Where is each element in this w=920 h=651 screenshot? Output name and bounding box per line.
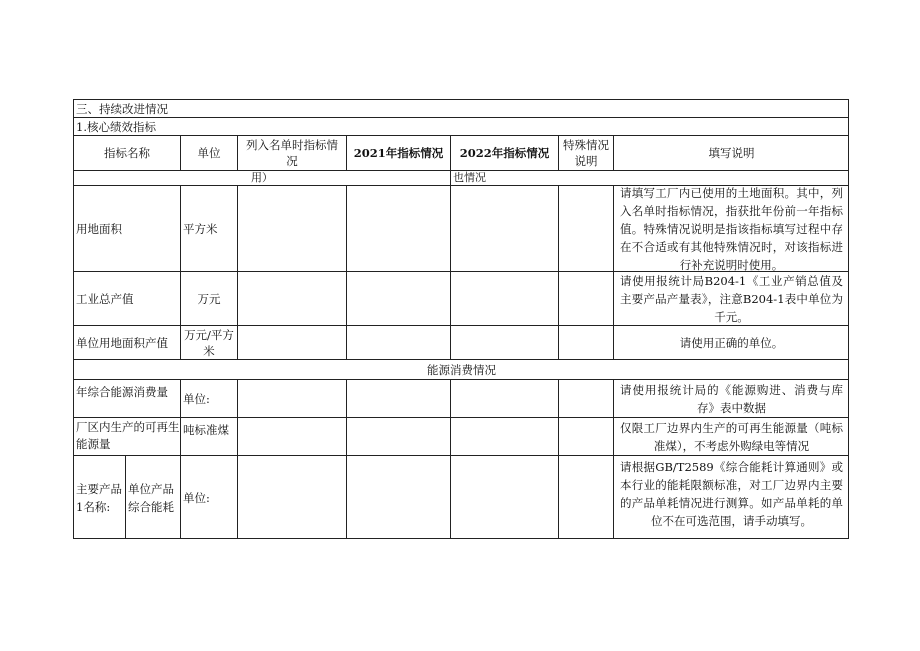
header-special-note: 特殊情况说明 — [558, 135, 613, 170]
header-year-2021-text: 2021年指标情况 — [353, 146, 444, 160]
row-output-desc-text: 请使用报统计局B204-1《工业产销总值及主要产品产量表》，注意B204-1表中单位为千元。 — [620, 273, 843, 324]
header-year-2021 — [346, 135, 450, 170]
row-renewable-2021-value[interactable] — [346, 417, 450, 455]
header-year-2022-text: 2022年指标情况 — [459, 146, 550, 160]
row-renewable-name: 厂区内生产的可再生能源量 — [73, 417, 180, 455]
section-title: 三、持续改进情况 — [73, 99, 849, 117]
header-listing-indicator: 列入名单时指标情况 — [237, 135, 346, 170]
row-output-per-land-unit: 万元/平方米 — [180, 325, 237, 359]
energy-section-title: 能源消费情况 — [73, 359, 849, 379]
row-product-subname: 单位产品综合能耗 — [125, 455, 180, 539]
row-energy-total-special-note[interactable] — [558, 379, 613, 417]
row-energy-total-listing-value[interactable] — [237, 379, 346, 417]
row-output-per-land-listing-value[interactable] — [237, 325, 346, 359]
row-land-2021-value[interactable] — [346, 185, 450, 271]
row-land-special-note[interactable] — [558, 185, 613, 271]
row-output-special-note[interactable] — [558, 271, 613, 325]
row-product-unit: 单位: — [180, 455, 237, 539]
row-output-per-land-2021-value[interactable] — [346, 325, 450, 359]
row-product-listing-value[interactable] — [237, 455, 346, 539]
header-fill-instructions: 填写说明 — [613, 135, 849, 170]
header-year-2022 — [450, 135, 558, 170]
row-output-per-land-special-note[interactable] — [558, 325, 613, 359]
row-product-name: 主要产品1名称: — [73, 455, 125, 539]
row-product-2022-value[interactable] — [450, 455, 558, 539]
row-land-desc — [613, 185, 849, 271]
row-renewable-desc — [613, 417, 849, 455]
row-renewable-listing-value[interactable] — [237, 417, 346, 455]
row-product-desc — [613, 455, 849, 539]
row-output-listing-value[interactable] — [237, 271, 346, 325]
subsection-title: 1.核心绩效指标 — [73, 117, 849, 135]
row-output-unit: 万元 — [180, 271, 237, 325]
row-land-2022-value[interactable] — [450, 185, 558, 271]
row-output-name: 工业总产值 — [73, 271, 180, 325]
row-output-per-land-desc: 请使用正确的单位。 — [613, 325, 849, 359]
row-land-desc-text: 请填写工厂内已使用的土地面积。其中，列入名单时指标情况，指获批年份前一年指标值。特殊情况说明是指该指标填写过程中存在不合适或有其他特殊情况时，对该指标进行补充说明时使用。 — [620, 185, 843, 271]
row-energy-total-2021-value[interactable] — [346, 379, 450, 417]
row-output-desc — [613, 271, 849, 325]
row-renewable-special-note[interactable] — [558, 417, 613, 455]
row-product-special-note[interactable] — [558, 455, 613, 539]
row-renewable-unit: 吨标准煤 — [180, 417, 237, 455]
row-land-unit: 平方米 — [180, 185, 237, 271]
row-output-2021-value[interactable] — [346, 271, 450, 325]
row-renewable-desc-text: 仅限工厂边界内生产的可再生能源量（吨标准煤），不考虑外购绿电等情况 — [620, 420, 843, 453]
row-renewable-2022-value[interactable] — [450, 417, 558, 455]
listing-header-fragment: 用） — [73, 170, 450, 185]
row-output-per-land-2022-value[interactable] — [450, 325, 558, 359]
performance-table — [73, 99, 849, 539]
row-energy-total-2022-value[interactable] — [450, 379, 558, 417]
year-2022-header-fragment: 也情况 — [450, 170, 849, 185]
row-energy-total-desc-text: 请使用报统计局的《能源购进、消费与库存》表中数据 — [620, 382, 843, 415]
row-product-desc-text: 请根据GB/T2589《综合能耗计算通则》或本行业的能耗限额标准，对工厂边界内主要的产品单耗情况进行测算。如产品单耗的单位不在可选范围，请手动填写。 — [620, 460, 843, 528]
header-unit: 单位 — [180, 135, 237, 170]
row-output-per-land-name: 单位用地面积产值 — [73, 325, 180, 359]
row-energy-total-name: 年综合能源消费量 — [73, 379, 180, 417]
row-product-2021-value[interactable] — [346, 455, 450, 539]
row-output-2022-value[interactable] — [450, 271, 558, 325]
row-energy-total-unit: 单位: — [180, 379, 237, 417]
row-land-listing-value[interactable] — [237, 185, 346, 271]
header-indicator-name: 指标名称 — [73, 135, 180, 170]
row-land-name: 用地面积 — [73, 185, 180, 271]
row-energy-total-desc — [613, 379, 849, 417]
